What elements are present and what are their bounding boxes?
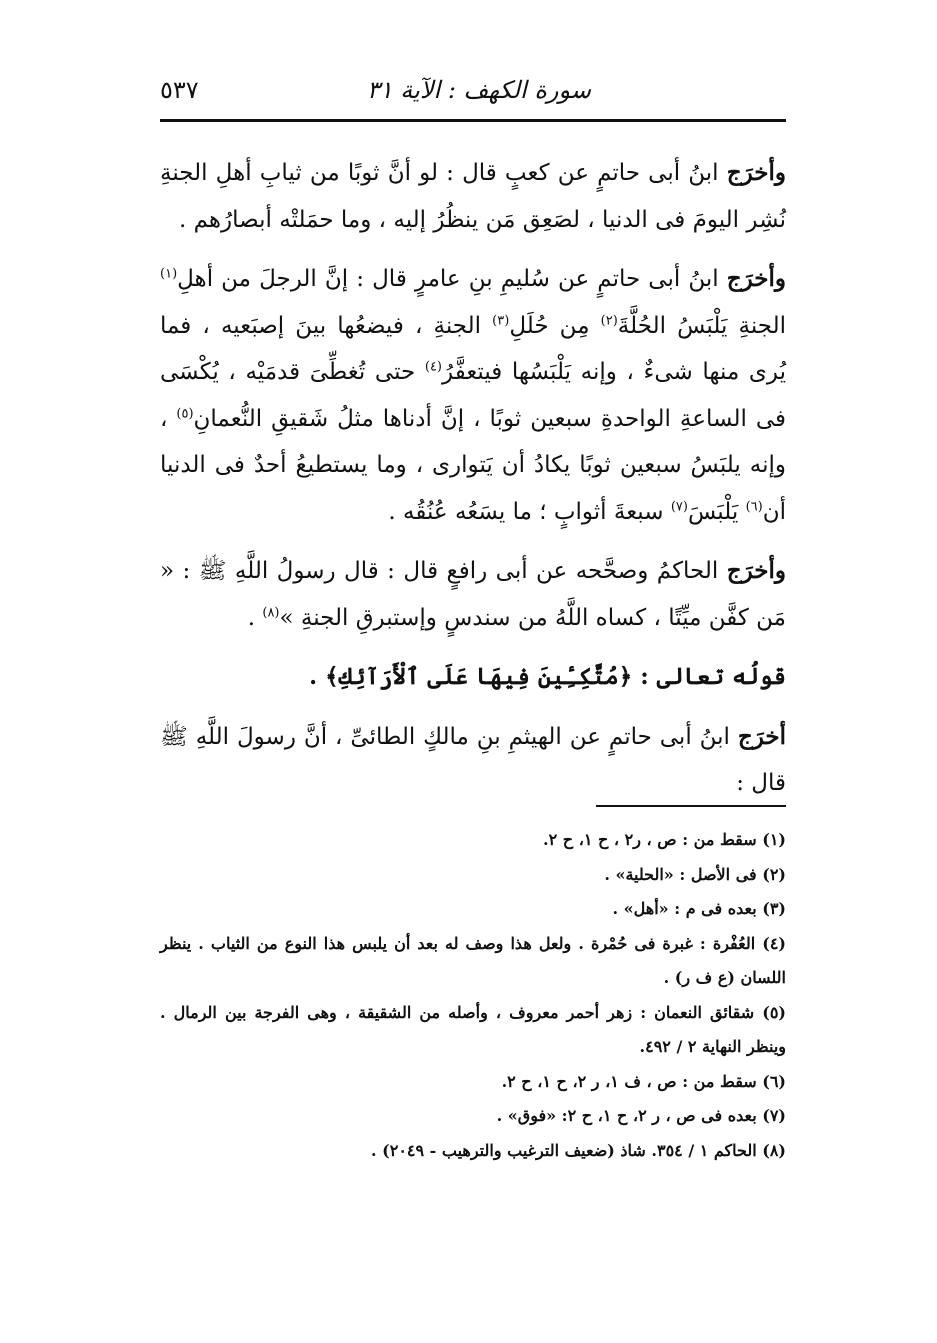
header-rule — [160, 119, 786, 122]
footnote-7: (٧) بعده فى ص ، ر ٢، ح ١، ح ٢: «فوق» . — [496, 1106, 786, 1125]
footnote-marker[interactable]: (٧) — [670, 498, 688, 514]
footnote-6: (٦) سقط من : ص ، ف ١، ر ٢، ح ١، ح ٢. — [501, 1071, 786, 1091]
main-text — [160, 150, 786, 820]
paragraph-haytham — [160, 714, 786, 807]
paragraph-lead: وأخرَج — [726, 557, 786, 584]
paragraph-text: يَلْبَسَ — [687, 498, 746, 525]
footnote-marker[interactable]: (٨) — [262, 604, 280, 620]
paragraph-text: الجنةِ يَلْبَسُ الحُلَّةَ — [617, 312, 787, 339]
paragraph-kaab — [160, 150, 786, 243]
paragraph-lead: وأخرَج — [726, 159, 786, 186]
footnotes-rule — [596, 805, 786, 807]
verse-quote: ﴿مُتَّكِـِٔينَ فِيهَا عَلَى ٱلْأَرَآئِكِ﴾ . — [309, 663, 641, 690]
verse-label: قولُه تعالى : — [640, 663, 786, 690]
footnote-marker[interactable]: (٥) — [176, 405, 194, 421]
paragraph-text: ابنُ أبى حاتمٍ عن كعبٍ قال : لو أنَّ ثوبًا من ثيابِ أهلِ الجنةِ نُشِر اليومَ فى الدنيا ، لصَعِق مَن ينظُرُ إليه ، وما حمَلتْه أبصارُهم . — [160, 160, 786, 233]
paragraph-text: ، وإنه يلبَسُ سبعين ثوبًا يكادُ أن يَتوارى ، وما يستطيعُ أحدٌ فى الدنيا أن — [160, 405, 786, 525]
paragraph-text: . — [247, 604, 263, 631]
paragraph-text: سبعةَ أثوابٍ ؛ ما يسَعُه عُنُقُه . — [388, 498, 671, 525]
footnote-marker[interactable]: (١) — [160, 266, 178, 282]
footnote-3: (٣) بعده فى م : «أهل» . — [612, 899, 786, 918]
paragraph-lead: وأخرَج — [726, 265, 786, 292]
paragraph-text: الجنةِ ، فيضعُها بينَ إصبَعيه ، فما يُرى منها شىءٌ ، وإنه يَلْبَسُها فيتعفَّرُ — [160, 312, 786, 385]
paragraph-text: مِن حُلَلِ — [509, 312, 601, 339]
paragraph-text: ابنُ أبى حاتمٍ عن سُليمِ بنِ عامرٍ قال : إنَّ الرجلَ من أهلِ — [177, 266, 727, 292]
footnote-marker[interactable]: (٣) — [492, 312, 510, 328]
footnote-5: (٥) شقائق النعمان : زهر أحمر معروف ، وأصله من الشقيقة ، وهى الفرجة بين الرمال . وينظر النهاية ٢ / ٤٩٢. — [160, 1002, 786, 1056]
paragraph-text: ابنُ أبى حاتمٍ عن الهيثمِ بنِ مالكٍ الطائىِّ ، أنَّ رسولَ اللَّهِ ﷺ قال : — [160, 723, 786, 796]
footnotes — [160, 823, 786, 1168]
page-number: ٥٣٧ — [160, 76, 199, 104]
verse-heading — [160, 654, 786, 701]
footnote-4: (٤) العُفْرة : غبرة فى حُمْرة . ولعل هذا وصف له بعد أن يلبس هذا النوع من الثياب . ينظر اللسان (ع ف ر) . — [160, 933, 786, 987]
paragraph-lead: أخرَج — [737, 722, 786, 750]
footnote-marker[interactable]: (٦) — [745, 498, 763, 514]
paragraph-sulaym — [160, 256, 786, 535]
page-header — [160, 70, 786, 110]
footnote-marker[interactable]: (٢) — [600, 312, 618, 328]
paragraph-abu-rafi — [160, 548, 786, 641]
paragraph-text: الحاكمُ وصحَّحه عن أبى رافعٍ قال : قال رسولُ اللَّهِ ﷺ : « مَن كفَّن ميِّتًا ، كساه اللَّهُ من سندسٍ وإستبرقِ الجنةِ » — [160, 558, 786, 631]
footnote-marker[interactable]: (٤) — [424, 359, 442, 375]
running-title: سورة الكهف : الآية ٣١ — [366, 76, 591, 104]
footnote-2: (٢) فى الأصل : «الحلية» . — [604, 864, 786, 884]
footnote-8: (٨) الحاكم ١ / ٣٥٤. شاذ (ضعيف الترغيب والترهيب - ٢٠٤٩) . — [371, 1140, 786, 1160]
footnote-1: (١) سقط من : ص ، ر٢ ، ح ١، ح ٢. — [543, 830, 786, 849]
paragraph-text: حتى تُغطِّىَ قدمَيْه ، يُكْسَى فى الساعةِ الواحدةِ سبعين ثوبًا ، إنَّ أدناها مثلُ شَقيقِ النُّعمانِ — [160, 359, 786, 432]
